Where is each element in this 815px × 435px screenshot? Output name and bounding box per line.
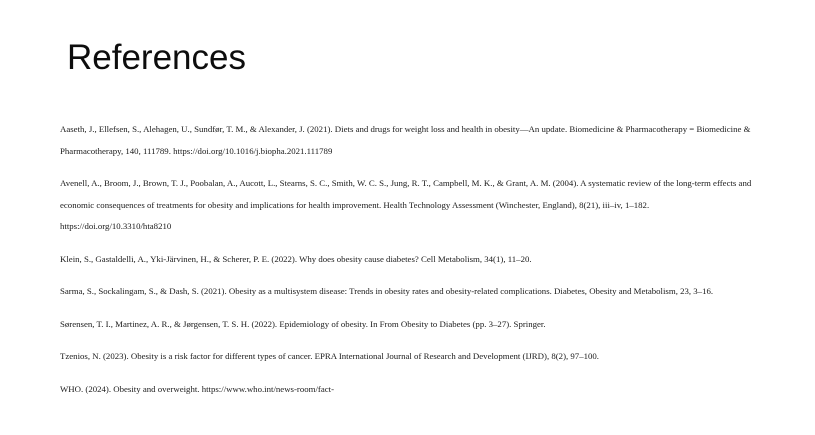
reference-entry: Klein, S., Gastaldelli, A., Yki-Järvinen, H., & Scherer, P. E. (2022). Why does obesity cause diabetes? Cell Metabolism, 34(1), 11–20.	[60, 253, 532, 264]
page-title: References	[67, 38, 246, 77]
reference-entry: Sørensen, T. I., Martinez, A. R., & Jørgensen, T. S. H. (2022). Epidemiology of obesity. In From Obesity to Diabetes (pp. 3–27). Springer.	[60, 318, 546, 329]
reference-entry: Sarma, S., Sockalingam, S., & Dash, S. (2021). Obesity as a multisystem disease: Trends in obesity rates and obesity-related complications. Diabetes, Obesity and Metabolism, 23, 3–16.	[60, 286, 714, 296]
reference-list	[60, 119, 760, 411]
reference-entry: Avenell, A., Broom, J., Brown, T. J., Poobalan, A., Aucott, L., Stearns, S. C., Smith, W. C. S., Jung, R. T., Campbell, M. K., & Grant, A. M. (2004). A systematic review of the long-term effects and economic consequences of treatments for obesity and implications for health improvement. Health Technology Assessment (Winchester, England), 8(21), iii–iv, 1–182. https://doi.org/10.3310/hta8210	[60, 178, 752, 231]
reference-entry: Aaseth, J., Ellefsen, S., Alehagen, U., Sundfør, T. M., & Alexander, J. (2021). Diets and drugs for weight loss and health in obesity—An update. Biomedicine & Pharmacotherapy = Biomedicine & Pharmacotherapy, 140, 111789. https://doi.org/10.1016/j.biopha.2021.111789	[60, 124, 751, 156]
reference-entry: Tzenios, N. (2023). Obesity is a risk factor for different types of cancer. EPRA International Journal of Research and Development (IJRD), 8(2), 97–100.	[60, 351, 599, 361]
reference-entry: WHO. (2024). Obesity and overweight. https://www.who.int/news-room/fact-	[60, 383, 335, 394]
